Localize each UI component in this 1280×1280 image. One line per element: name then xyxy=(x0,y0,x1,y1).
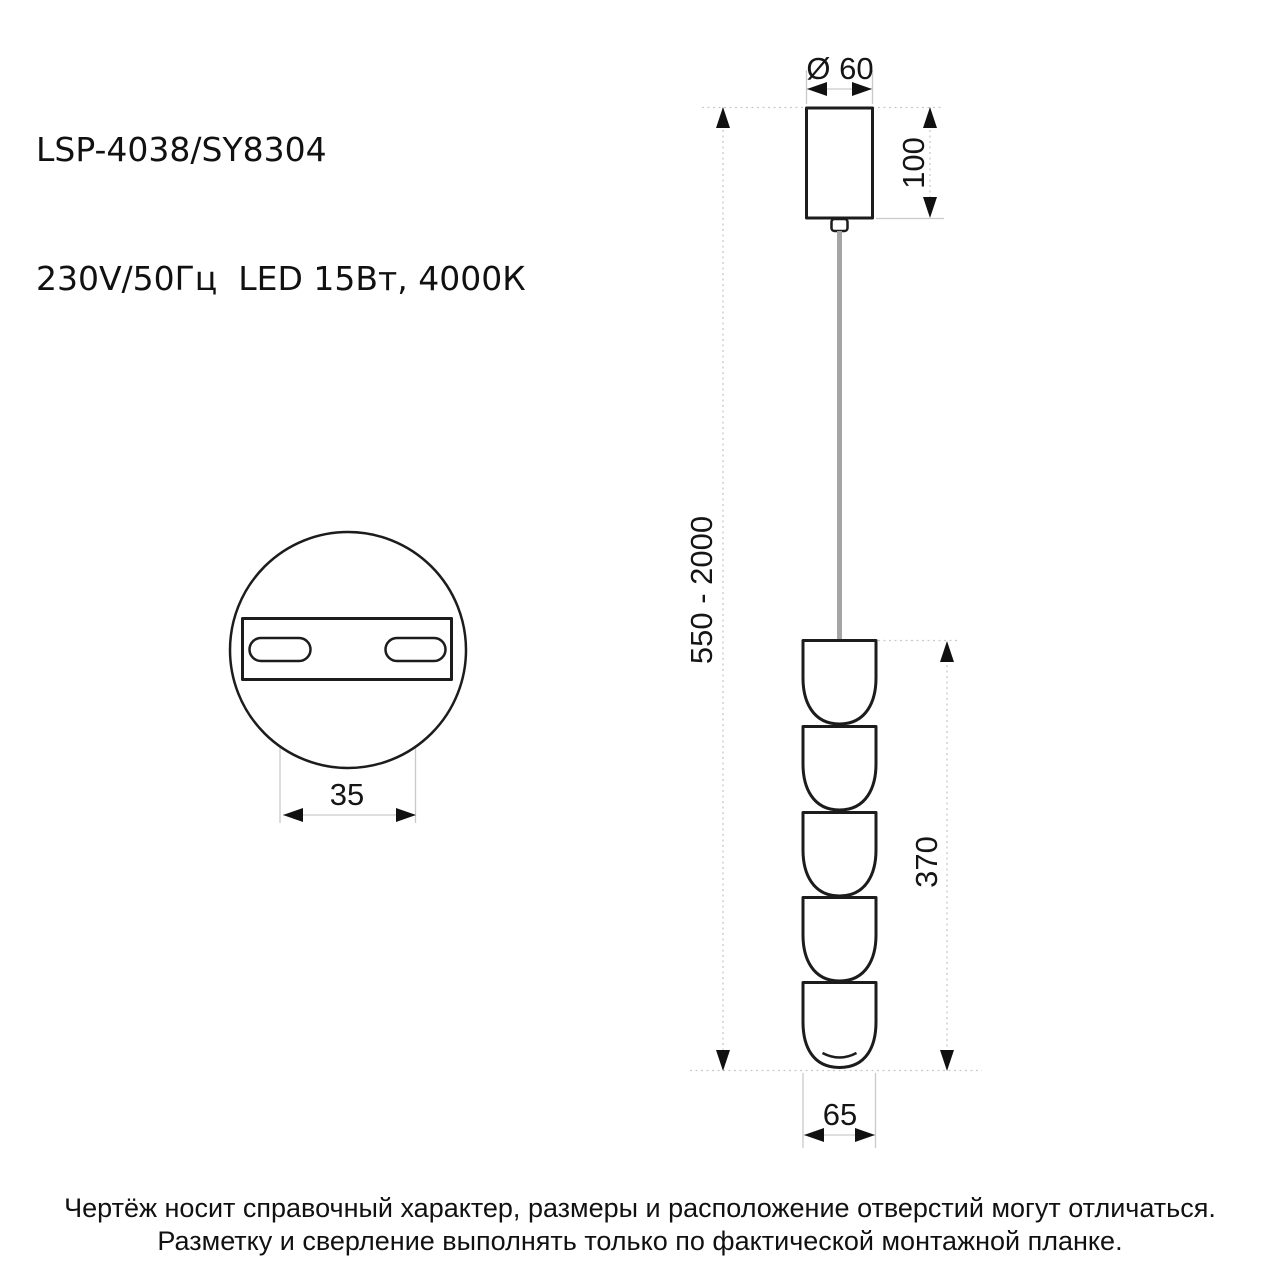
disclaimer-line-1: Чертёж носит справочный характер, размеры и расположение отверстий могут отличаться. xyxy=(64,1193,1216,1223)
arrow-right-icon xyxy=(855,1128,875,1142)
electrical-specs: 230V/50Гц LED 15Вт, 4000К xyxy=(36,259,526,298)
dim-slot-spacing xyxy=(283,777,416,822)
lamp-shade xyxy=(803,641,876,725)
model-number: LSP-4038/SY8304 xyxy=(36,130,327,169)
arrow-up-icon xyxy=(923,107,937,128)
dim-shade-width-label: 65 xyxy=(822,1097,858,1132)
dim-canopy-height xyxy=(896,107,937,218)
dim-canopy-height-label: 100 xyxy=(896,137,931,189)
dim-shade-stack-height xyxy=(909,641,954,1071)
dim-shade-width xyxy=(804,1097,875,1142)
lamp-shade xyxy=(803,813,876,897)
dim-canopy-diameter xyxy=(806,51,873,96)
lamp-shade xyxy=(803,727,876,811)
disclaimer xyxy=(0,1192,1280,1258)
lamp-shade xyxy=(803,983,876,1068)
dim-suspension-range-label: 550 - 2000 xyxy=(684,515,719,665)
arrow-up-icon xyxy=(716,107,730,128)
mounting-plate-detail xyxy=(230,532,466,768)
arrow-up-icon xyxy=(940,641,954,662)
mounting-slot-right xyxy=(386,638,446,661)
arrow-down-icon xyxy=(716,1050,730,1071)
dim-suspension-range xyxy=(684,107,730,1071)
arrow-right-icon xyxy=(396,808,416,822)
lamp-shade xyxy=(803,898,876,982)
arrow-left-icon xyxy=(283,808,303,822)
lamp-shades xyxy=(803,641,876,1068)
arrow-down-icon xyxy=(940,1050,954,1071)
dim-shade-stack-height-label: 370 xyxy=(909,836,944,888)
dim-canopy-diameter-label: Ø 60 xyxy=(806,51,874,86)
ceiling-canopy xyxy=(807,108,873,218)
disclaimer-line-2: Разметку и сверление выполнять только по фактической монтажной планке. xyxy=(157,1226,1123,1256)
arrow-left-icon xyxy=(804,1128,824,1142)
mounting-slot-left xyxy=(250,638,311,661)
dim-slot-spacing-label: 35 xyxy=(329,777,365,812)
arrow-down-icon xyxy=(923,197,937,218)
cable-grip xyxy=(832,219,848,231)
